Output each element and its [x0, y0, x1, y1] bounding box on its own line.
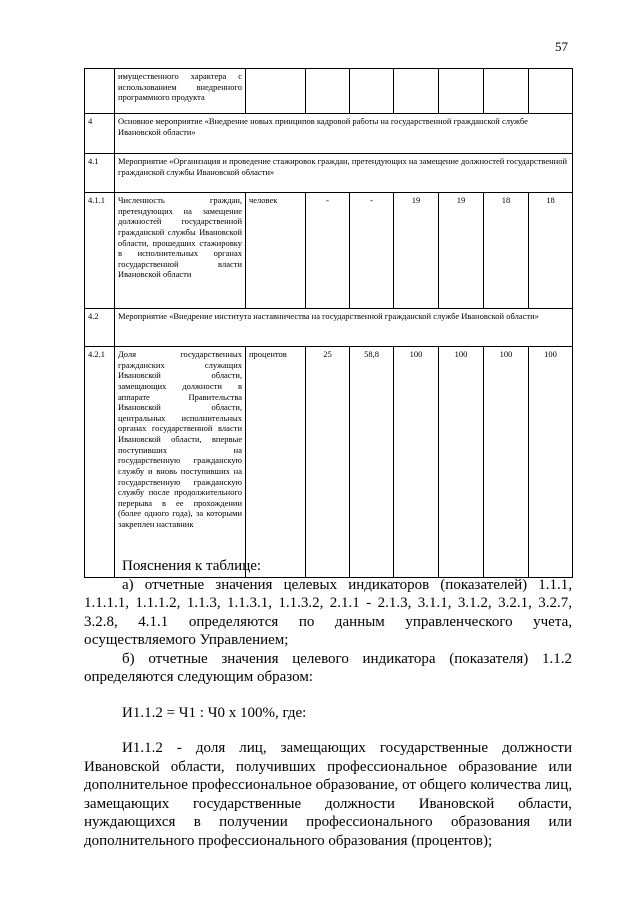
note-item-a: а) отчетные значения целевых индикаторов (показателей) 1.1.1, 1.1.1.1, 1.1.1.2, 1.1.3, 1.1.3.1, 1.1.3.2, 2.1.1 - 2.1.3, 3.1.1, 3.1.2, 3.2.1, 3.2.7, 3.2.8, 4.1.1 определяются по данным управленческого учета, осуществляемого Управлением; — [84, 576, 572, 648]
table-row — [85, 309, 573, 347]
table-row — [85, 154, 573, 193]
page-number: 57 — [555, 39, 568, 54]
table-row — [85, 347, 573, 578]
table-cell-num: 4.2.1 — [85, 347, 115, 578]
table-cell-unit: процентов — [246, 347, 306, 578]
table-row — [85, 114, 573, 154]
table-cell-name: Доля государственных гражданских служащих Ивановской области, замещающих должности в аппарате Правительства Ивановской области, центральных исполнительных органах государственной власти Ивановской области, впервые поступивших на государственную гражданскую службу и вновь поступивших на государственную гражданскую службу после продолжительного перерыва в ее прохождении (более одного года), за которыми закреплен наставник — [115, 347, 246, 578]
table-cell-value: 25 — [306, 347, 350, 578]
table-cell-name: Численность граждан, претендующих на замещение должностей государственной гражданской службы Ивановской области, прошедших стажировку в исполнительных органах государственной власти Ивановской области — [115, 193, 246, 309]
table-cell-value — [306, 69, 350, 114]
formula-explanation: И1.1.2 - доля лиц, замещающих государственные должности Ивановской области, получивших профессиональное образование или дополнительное профессиональное образование, от общего количества лиц, замещающих государственные должности Ивановской области, нуждающихся в получении профессионального образования или дополнительного профессионального образования (процентов); — [84, 740, 572, 849]
table-cell-value: 100 — [529, 347, 573, 578]
table-cell-unit: человек — [246, 193, 306, 309]
table-cell-value: 18 — [529, 193, 573, 309]
formula: И1.1.2 = Ч1 : Ч0 х 100%, где: — [122, 704, 307, 721]
table-cell-num — [85, 69, 115, 114]
table-cell-unit — [246, 69, 306, 114]
table-cell-num: 4.1 — [85, 154, 115, 193]
notes-heading: Пояснения к таблице: — [122, 558, 262, 574]
indicators-table — [84, 68, 573, 578]
table-cell-event: Основное мероприятие «Внедрение новых принципов кадровой работы на государственной гражданской службе Ивановской области» — [115, 114, 573, 154]
table-cell-num: 4.1.1 — [85, 193, 115, 309]
table-cell-event: Мероприятие «Организация и проведение стажировок граждан, претендующих на замещение должностей государственной гражданской службы Ивановской области» — [115, 154, 573, 193]
table-cell-value: - — [350, 193, 394, 309]
table-cell-value — [439, 69, 484, 114]
table-notes — [84, 557, 572, 850]
table-row — [85, 193, 573, 309]
table-cell-num: 4.2 — [85, 309, 115, 347]
table-cell-value — [350, 69, 394, 114]
table-cell-value — [529, 69, 573, 114]
table-cell-value: 18 — [484, 193, 529, 309]
table-cell-value: 19 — [439, 193, 484, 309]
table-cell-value — [484, 69, 529, 114]
table-cell-num: 4 — [85, 114, 115, 154]
table-cell-value: 58,8 — [350, 347, 394, 578]
table-cell-value: - — [306, 193, 350, 309]
table-cell-value: 19 — [394, 193, 439, 309]
table-cell-value — [394, 69, 439, 114]
table-cell-name: имущественного характера с использованием внедренного программного продукта — [115, 69, 246, 114]
table-row — [85, 69, 573, 114]
table-cell-event: Мероприятие «Внедрение института наставничества на государственной гражданской службе Ивановской области» — [115, 309, 573, 347]
table-cell-value: 100 — [394, 347, 439, 578]
table-cell-value: 100 — [484, 347, 529, 578]
table-cell-value: 100 — [439, 347, 484, 578]
note-item-b: б) отчетные значения целевого индикатора (показателя) 1.1.2 определяются следующим образом: — [84, 650, 572, 685]
